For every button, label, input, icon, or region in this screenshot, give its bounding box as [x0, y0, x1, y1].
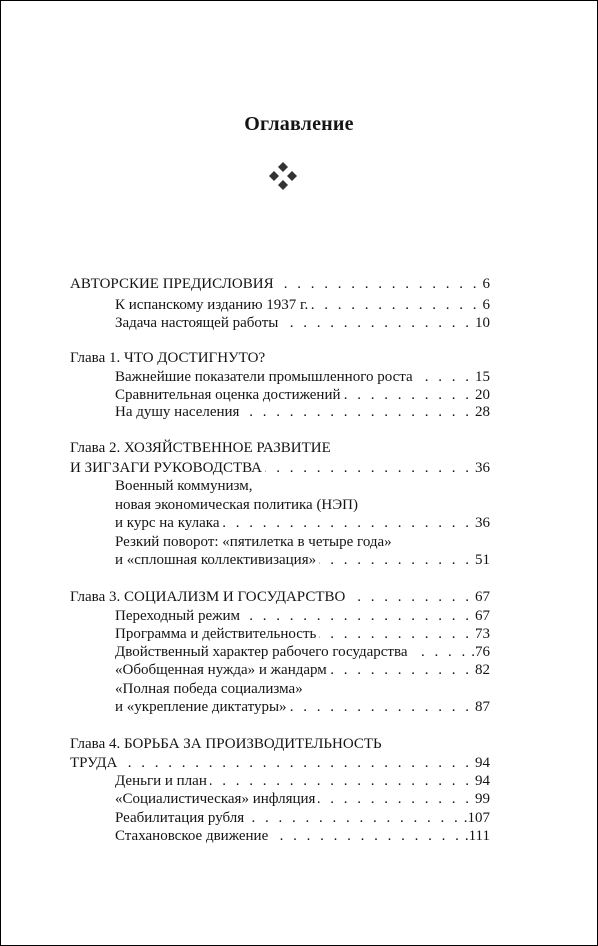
leader-dots: [242, 403, 472, 421]
toc-entry-page: 36: [475, 515, 490, 531]
toc-entry-title: «Социалистическая» инфляция: [115, 791, 316, 807]
toc-entry[interactable]: [115, 386, 490, 404]
toc-entry-page: 51: [475, 552, 490, 568]
toc-entry-title: На душу населения: [115, 404, 240, 420]
leader-dots: [271, 827, 462, 845]
toc-entry-title: Реабилитация рубля: [115, 810, 245, 826]
toc-entry-title: Стахановское движение: [115, 828, 269, 844]
toc-entry[interactable]: [115, 809, 490, 827]
leader-dots: [311, 296, 479, 314]
toc-entry-prefaces[interactable]: [70, 275, 490, 293]
toc-entry-title: Сравнительная оценка достижений: [115, 387, 341, 403]
toc-entry-page: 99: [475, 791, 490, 807]
toc-entry[interactable]: [115, 625, 490, 643]
toc-entry-title: К испанскому изданию 1937 г.: [115, 297, 309, 313]
leader-dots: [416, 368, 472, 386]
toc-entry-chapter[interactable]: [70, 588, 490, 606]
toc-entry-title: Важнейшие показатели промышленного роста: [115, 369, 413, 385]
leader-dots: [411, 643, 469, 661]
leader-dots: [210, 772, 472, 790]
toc-entry-page: 6: [482, 276, 490, 292]
leader-dots: [318, 790, 472, 808]
toc-entry[interactable]: [115, 607, 490, 625]
toc-entry[interactable]: [115, 551, 490, 569]
toc-entry-page: 28: [475, 404, 490, 420]
toc-entry-title: Переходный режим: [115, 608, 241, 624]
toc-entry-line[interactable]: новая экономическая политика (НЭП): [115, 497, 358, 513]
leader-dots: [243, 607, 472, 625]
toc-entry-page: .76: [471, 644, 490, 660]
leader-dots: [277, 275, 480, 293]
toc-entry-title: Глава 3. СОЦИАЛИЗМ И ГОСУДАРСТВО: [70, 589, 346, 605]
toc-entry-title: и «сплошная коллективизация»: [115, 552, 317, 568]
toc-entry-title: Программа и действительность: [115, 626, 317, 642]
chapter-heading[interactable]: Глава 1. ЧТО ДОСТИГНУТО?: [70, 350, 266, 366]
toc-entry-page: 20: [475, 387, 490, 403]
toc-entry-page: 94: [475, 755, 490, 771]
toc-entry[interactable]: [115, 827, 490, 845]
toc-entry[interactable]: [115, 403, 490, 421]
toc-entry[interactable]: [115, 643, 490, 661]
toc-entry-page: 10: [475, 315, 490, 331]
toc-entry-title: Двойственный характер рабочего государства: [115, 644, 408, 660]
toc-entry-title: и «укрепление диктатуры»: [115, 699, 287, 715]
toc-entry[interactable]: [115, 772, 490, 790]
toc-entry-page: 15: [475, 369, 490, 385]
leader-dots: [348, 588, 472, 606]
toc-entry[interactable]: [115, 790, 490, 808]
toc-entry-title: И ЗИГЗАГИ РУКОВОДСТВА: [70, 460, 263, 476]
toc-entry-page: 73: [475, 626, 490, 642]
toc-entry[interactable]: [115, 314, 490, 332]
toc-entry-page: 67: [475, 608, 490, 624]
leader-dots: [344, 386, 472, 404]
toc-entry-title: АВТОРСКИЕ ПРЕДИСЛОВИЯ: [70, 276, 274, 292]
toc-entry-page: 94: [475, 773, 490, 789]
toc-entry-chapter[interactable]: [70, 754, 490, 772]
toc-entry-title: Деньги и план: [115, 773, 207, 789]
chapter-heading[interactable]: Глава 4. БОРЬБА ЗА ПРОИЗВОДИТЕЛЬНОСТЬ: [70, 736, 382, 752]
toc-entry-title: и курс на кулака: [115, 515, 220, 531]
toc-entry-line[interactable]: Военный коммунизм,: [115, 478, 253, 494]
toc-entry-line[interactable]: Резкий поворот: «пятилетка в четыре года»: [115, 534, 392, 550]
leader-dots: [319, 625, 472, 643]
toc-entry[interactable]: [115, 514, 490, 532]
toc-entry-page: 36: [475, 460, 490, 476]
leader-dots: [222, 514, 472, 532]
toc-entry-page: 87: [475, 699, 490, 715]
leader-dots: [290, 698, 472, 716]
toc-entry-line[interactable]: «Полная победа социализма»: [115, 681, 303, 697]
leader-dots: [330, 661, 472, 679]
toc-entry-page: 6: [482, 297, 490, 313]
chapter-heading[interactable]: Глава 2. ХОЗЯЙСТВЕННОЕ РАЗВИТИЕ: [70, 440, 331, 456]
toc-entry[interactable]: [115, 661, 490, 679]
toc-entry-page: .111: [464, 828, 490, 844]
leader-dots: [247, 809, 461, 827]
toc-entry-page: 82: [475, 662, 490, 678]
toc-entry[interactable]: [115, 296, 490, 314]
page-title: Оглавление: [244, 113, 354, 135]
toc-entry[interactable]: [115, 368, 490, 386]
leader-dots: [319, 551, 472, 569]
leader-dots: [281, 314, 472, 332]
toc-entry-page: 67: [475, 589, 490, 605]
toc-entry-title: ТРУДА: [70, 755, 118, 771]
toc-entry-title: Задача настоящей работы: [115, 315, 279, 331]
leader-dots: [265, 459, 472, 477]
toc-entry-title: «Обобщенная нужда» и жандарм: [115, 662, 327, 678]
toc-entry[interactable]: [115, 698, 490, 716]
toc-entry-chapter[interactable]: [70, 459, 490, 477]
leader-dots: [120, 754, 472, 772]
toc-entry-page: .107: [463, 810, 490, 826]
